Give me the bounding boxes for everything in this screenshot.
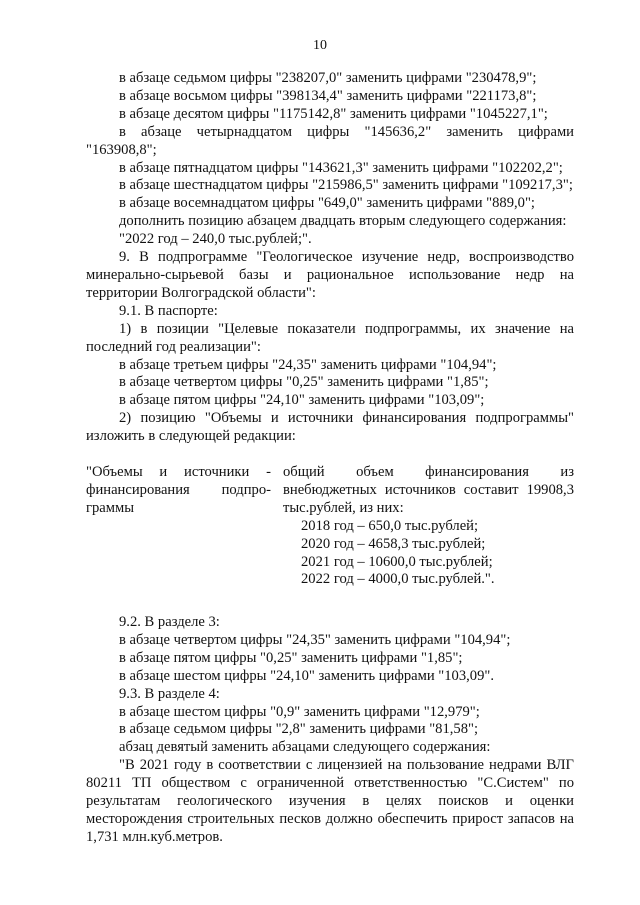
paragraph-6: в абзаце шестнадцатом цифры "215986,5" заменить цифрами "109217,3"; (119, 177, 573, 194)
paragraph-18: в абзаце четвертом цифры "24,35" заменить цифрами "104,94"; (119, 631, 511, 648)
passport-table (86, 464, 574, 595)
passport-years (283, 518, 574, 590)
paragraph-8: дополнить позицию абзацем двадцать вторым следующего содержания: (119, 213, 567, 230)
page-number: 10 (313, 38, 327, 53)
paragraph-2: в абзаце восьмом цифры "398134,4" заменить цифрами "221173,8"; (119, 87, 537, 104)
passport-year-2021: 2021 год – 10600,0 тыс.рублей; (301, 553, 493, 570)
paragraph-16: 2) позицию "Объемы и источники финансирования подпрограммы" изложить в следующей редакции: (86, 410, 574, 445)
paragraph-23: в абзаце седьмом цифры "2,8" заменить цифрами "81,58"; (119, 721, 479, 738)
passport-year-2022: 2022 год – 4000,0 тыс.рублей.". (301, 571, 495, 588)
paragraph-9: "2022 год – 240,0 тыс.рублей;". (119, 231, 312, 248)
passport-label-line-3: граммы (86, 499, 135, 516)
passport-label-line-1: "Объемы и источники - (86, 464, 271, 481)
paragraph-24: абзац девятый заменить абзацами следующего содержания: (119, 739, 491, 756)
passport-label-line-2: финансирования подпро- (86, 481, 271, 498)
paragraph-22: в абзаце шестом цифры "0,9" заменить цифрами "12,979"; (119, 703, 480, 720)
paragraph-10: 9. В подпрограмме "Геологическое изучение недр, воспроизводство минерально-сырьевой базы и рациональное использование недр на территории Волгоградской области": (86, 249, 574, 301)
paragraph-19: в абзаце пятом цифры "0,25" заменить цифрами "1,85"; (119, 649, 463, 666)
document-body (86, 70, 574, 847)
paragraph-1: в абзаце седьмом цифры "238207,0" заменить цифрами "230478,9"; (119, 70, 537, 86)
paragraph-21: 9.3. В разделе 4: (119, 685, 220, 702)
paragraph-25: "В 2021 году в соответствии с лицензией на пользование недрами ВЛГ 80211 ТП обществом с ограниченной ответственностью "С.Систем" по результатам геологического изучения в целях поисков и оценки месторождения строительных песков должно обеспечить прирост запасов на 1,731 млн.куб.метров. (86, 757, 574, 845)
paragraph-17: 9.2. В разделе 3: (119, 614, 220, 631)
passport-year-2018: 2018 год – 650,0 тыс.рублей; (301, 517, 479, 534)
passport-label (86, 464, 271, 518)
passport-value-intro: общий объем финансирования из внебюджетных источников составит 19908,3 тыс.рублей, из них: (283, 464, 574, 516)
paragraph-20: в абзаце шестом цифры "24,10" заменить цифрами "103,09". (119, 667, 494, 684)
paragraph-12: 1) в позиции "Целевые показатели подпрограммы, их значение на последний год реализации": (86, 320, 574, 355)
passport-year-2020: 2020 год – 4658,3 тыс.рублей; (301, 535, 486, 552)
passport-value (283, 464, 574, 589)
paragraph-11: 9.1. В паспорте: (119, 302, 218, 319)
paragraph-13: в абзаце третьем цифры "24,35" заменить цифрами "104,94"; (119, 356, 497, 373)
paragraph-3: в абзаце десятом цифры "1175142,8" заменить цифрами "1045227,1"; (119, 105, 548, 122)
paragraph-5: в абзаце пятнадцатом цифры "143621,3" заменить цифрами "102202,2"; (119, 159, 563, 176)
paragraph-15: в абзаце пятом цифры "24,10" заменить цифрами "103,09"; (119, 392, 485, 409)
paragraph-4: в абзаце четырнадцатом цифры "145636,2" заменить цифрами "163908,8"; (86, 123, 574, 158)
paragraph-14: в абзаце четвертом цифры "0,25" заменить цифрами "1,85"; (119, 374, 489, 391)
paragraph-7: в абзаце восемнадцатом цифры "649,0" заменить цифрами "889,0"; (119, 195, 535, 212)
